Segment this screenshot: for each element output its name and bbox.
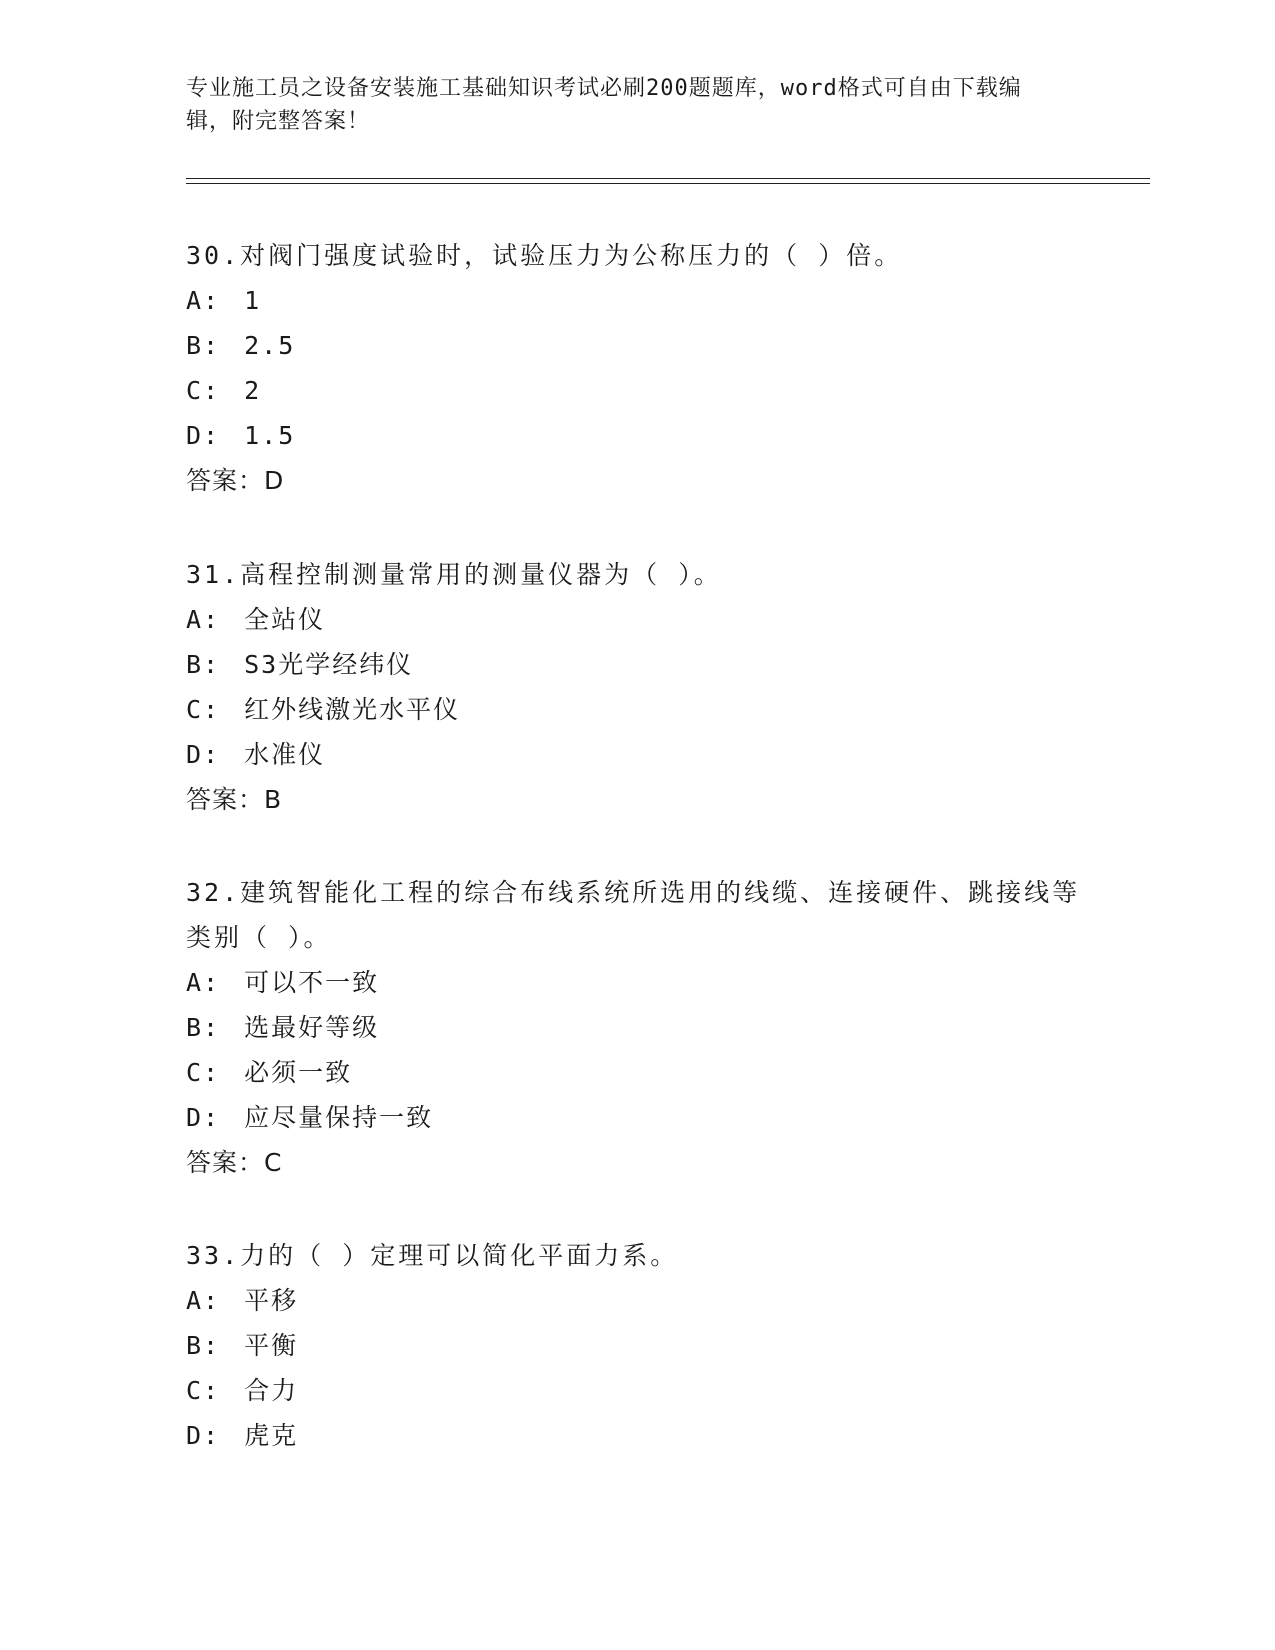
question-stem: 30.对阀门强度试验时，试验压力为公称压力的（ ）倍。 <box>186 241 903 270</box>
answer-line: 答案：D <box>186 466 285 495</box>
question-33 <box>186 1233 1086 1458</box>
option-text: 平移 <box>244 1286 299 1315</box>
option-a <box>186 597 1086 642</box>
option-letter: A: <box>186 286 221 315</box>
option-a <box>186 278 1086 323</box>
option-text: 全站仪 <box>244 605 326 634</box>
option-d <box>186 1095 1086 1140</box>
option-b <box>186 642 1086 687</box>
option-c <box>186 1368 1086 1413</box>
option-c <box>186 687 1086 732</box>
option-a <box>186 960 1086 1005</box>
option-c <box>186 368 1086 413</box>
header-divider-top <box>186 178 1150 179</box>
option-text: 可以不一致 <box>244 968 380 997</box>
header-divider-bottom <box>186 183 1150 184</box>
option-letter: B: <box>186 1013 221 1042</box>
option-text: S3光学经纬仪 <box>244 650 414 679</box>
option-letter: B: <box>186 650 221 679</box>
option-letter: D: <box>186 740 221 769</box>
option-letter: C: <box>186 1376 221 1405</box>
option-b <box>186 323 1086 368</box>
option-a <box>186 1278 1086 1323</box>
option-text: 合力 <box>244 1376 299 1405</box>
option-text: 2 <box>244 376 262 405</box>
option-text: 红外线激光水平仪 <box>244 695 461 724</box>
option-letter: D: <box>186 1421 221 1450</box>
option-text: 平衡 <box>244 1331 299 1360</box>
option-text: 2.5 <box>244 331 296 360</box>
question-32 <box>186 870 1086 1185</box>
answer-line: 答案：C <box>186 1148 283 1177</box>
option-d <box>186 413 1086 458</box>
question-stem: 31.高程控制测量常用的测量仪器为（ ）。 <box>186 560 722 589</box>
option-letter: C: <box>186 695 221 724</box>
option-text: 选最好等级 <box>244 1013 380 1042</box>
option-letter: C: <box>186 1058 221 1087</box>
option-d <box>186 732 1086 777</box>
option-b <box>186 1323 1086 1368</box>
option-letter: D: <box>186 421 221 450</box>
document-title: 专业施工员之设备安装施工基础知识考试必刷200题题库，word格式可自由下载编辑，附完整答案！ <box>186 76 1022 134</box>
option-letter: A: <box>186 968 221 997</box>
option-letter: C: <box>186 376 221 405</box>
option-letter: A: <box>186 605 221 634</box>
option-text: 1.5 <box>244 421 296 450</box>
option-text: 水准仪 <box>244 740 326 769</box>
question-stem: 32.建筑智能化工程的综合布线系统所选用的线缆、连接硬件、跳接线等类别（ ）。 <box>186 878 1081 952</box>
option-c <box>186 1050 1086 1095</box>
option-text: 应尽量保持一致 <box>244 1103 434 1132</box>
answer-line: 答案：B <box>186 785 283 814</box>
option-text: 1 <box>244 286 262 315</box>
option-letter: D: <box>186 1103 221 1132</box>
option-text: 必须一致 <box>244 1058 353 1087</box>
option-text: 虎克 <box>244 1421 299 1450</box>
question-31 <box>186 552 1086 822</box>
option-letter: A: <box>186 1286 221 1315</box>
question-30 <box>186 233 1086 503</box>
option-letter: B: <box>186 331 221 360</box>
option-letter: B: <box>186 1331 221 1360</box>
question-stem: 33.力的（ ）定理可以简化平面力系。 <box>186 1241 679 1270</box>
option-d <box>186 1413 1086 1458</box>
option-b <box>186 1005 1086 1050</box>
